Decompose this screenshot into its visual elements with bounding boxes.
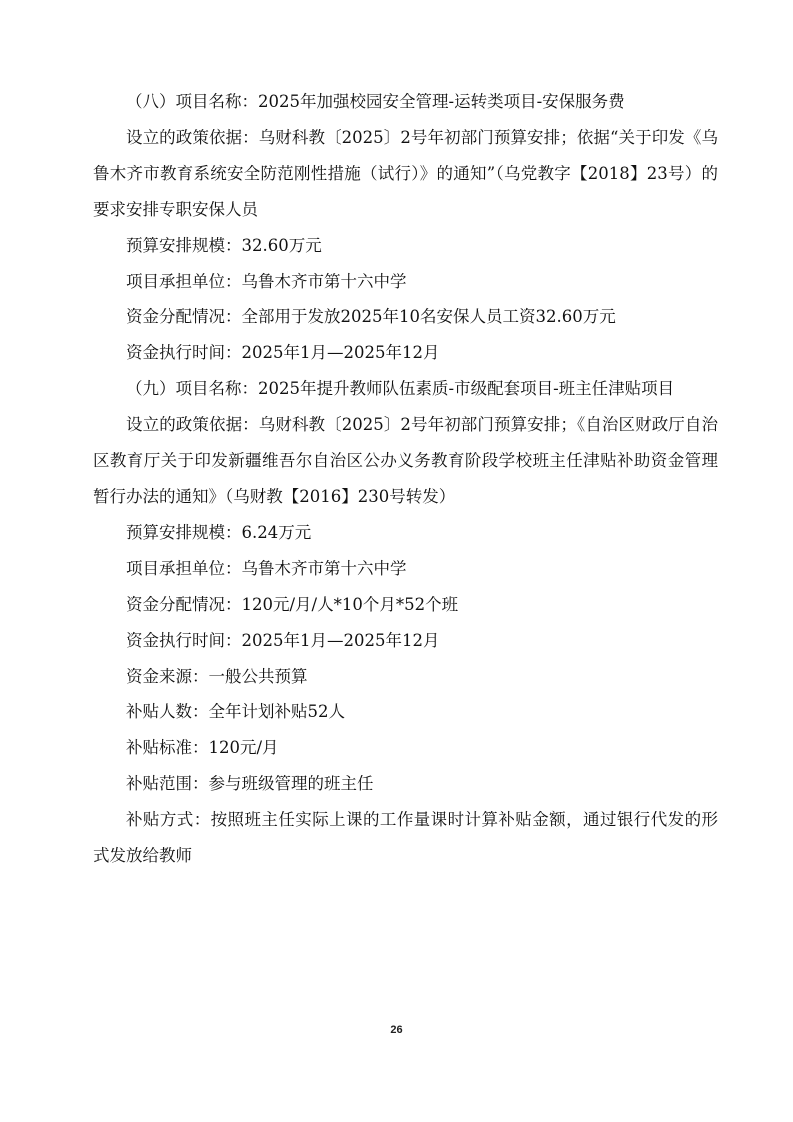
- section-9-execution-time: 资金执行时间：2025年1月—2025年12月: [126, 630, 440, 650]
- section-8-budget-scale: 预算安排规模：32.60万元: [126, 235, 322, 255]
- section-8-policy-basis: 设立的政策依据：乌财科教〔2025〕2号年初部门预算安排；依据“关于印发《乌鲁木齐市教育系统安全防范刚性措施（试行）》的通知”（乌党教字【2018】23号）的要求安排专职安保人员: [93, 127, 718, 219]
- page-number: 26: [390, 1024, 403, 1036]
- section-8-undertaking-unit: 项目承担单位：乌鲁木齐市第十六中学: [126, 271, 407, 291]
- section-8-title: （八）项目名称：2025年加强校园安全管理-运转类项目-安保服务费: [126, 92, 625, 111]
- section-9-fund-allocation: 资金分配情况：120元/月/人*10个月*52个班: [126, 594, 459, 614]
- section-9-undertaking-unit: 项目承担单位：乌鲁木齐市第十六中学: [126, 558, 407, 578]
- section-9-title: （九）项目名称：2025年提升教师队伍素质-市级配套项目-班主任津贴项目: [126, 379, 675, 399]
- section-9-subsidy-standard: 补贴标准：120元/月: [126, 738, 279, 758]
- section-9-fund-source: 资金来源：一般公共预算: [126, 666, 308, 686]
- section-8-fund-allocation: 资金分配情况：全部用于发放2025年10名安保人员工资32.60万元: [126, 307, 616, 327]
- section-9-budget-scale: 预算安排规模：6.24万元: [126, 522, 312, 542]
- section-9-subsidy-method: 补贴方式：按照班主任实际上课的工作量课时计算补贴金额，通过银行代发的形式发放给教师: [93, 810, 718, 866]
- section-8-execution-time: 资金执行时间：2025年1月—2025年12月: [126, 343, 440, 363]
- section-9-subsidy-count: 补贴人数：全年计划补贴52人: [126, 702, 345, 722]
- document-body: [93, 84, 718, 874]
- section-9-policy-basis: 设立的政策依据：乌财科教〔2025〕2号年初部门预算安排；《自治区财政厅自治区教育厅关于印发新疆维吾尔自治区公办义务教育阶段学校班主任津贴补助资金管理暂行办法的通知》（乌财教【2016】230号转发）: [93, 415, 718, 506]
- section-9-subsidy-scope: 补贴范围：参与班级管理的班主任: [126, 774, 374, 794]
